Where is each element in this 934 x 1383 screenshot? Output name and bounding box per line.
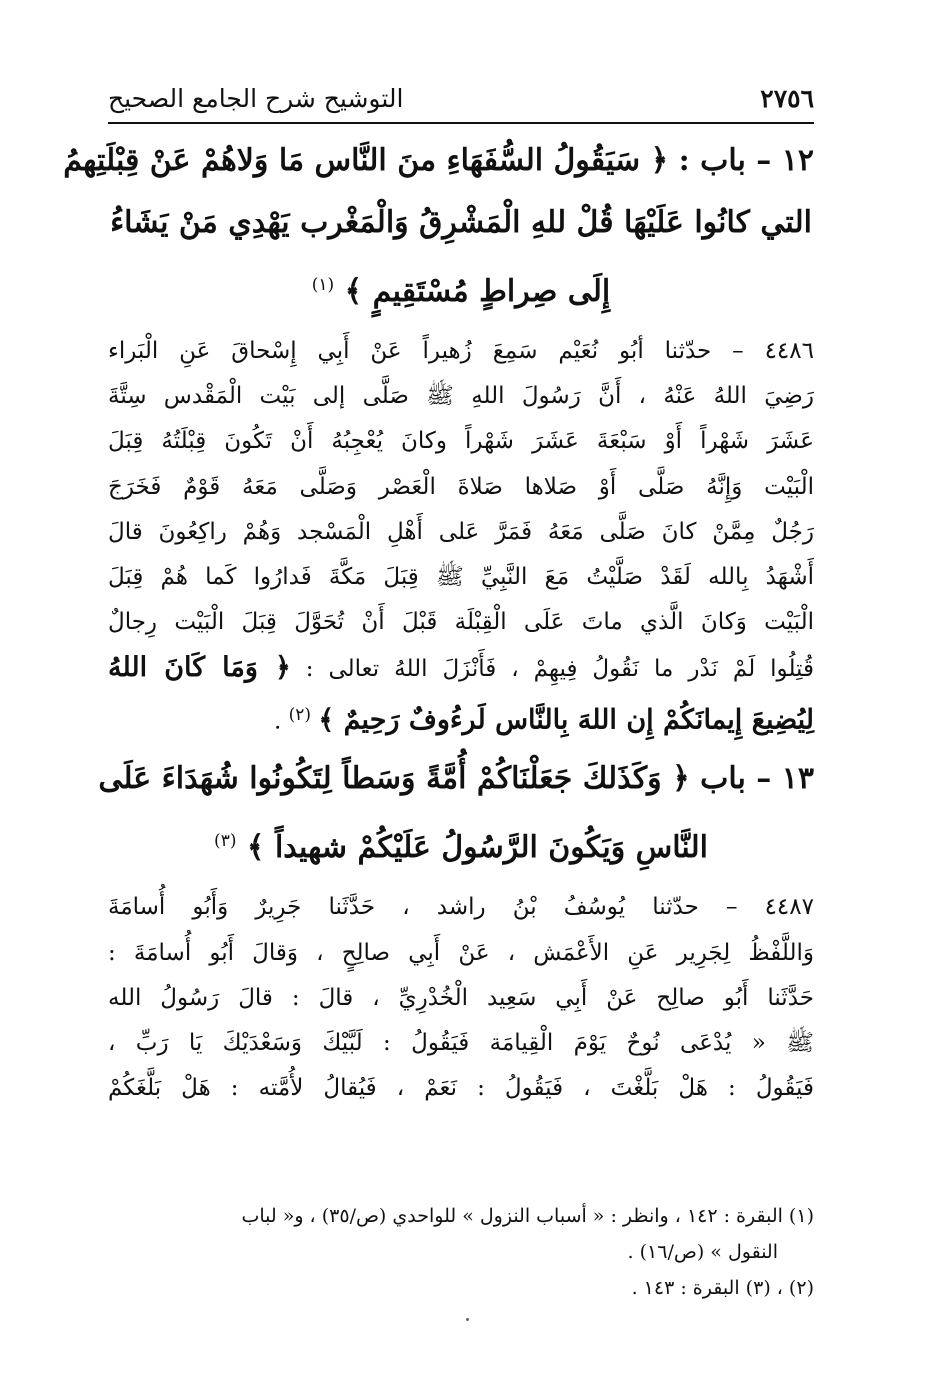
chapter-13-line-1: ١٣ – باب ﴿ وَكَذَلكَ جَعَلْنَاكُمْ أُمَّةً وَسَطاً لِتَكُونُوا شُهَدَاءَ عَلَى bbox=[98, 761, 814, 797]
chapter-12-heading bbox=[63, 130, 814, 323]
footnote-ref-3: (٣) bbox=[214, 831, 237, 852]
chapter-12-line-1: ١٢ – باب : ﴿ سَيَقُولُ السُّفَهَاءِ منَ النَّاس مَا وَلاهُمْ عَنْ قِبْلَتِهمُ bbox=[63, 143, 814, 178]
footnote-1-continued: النقول » (ص/١٦) . bbox=[627, 1241, 778, 1263]
hadith-4486-line-9 bbox=[108, 693, 814, 745]
quran-verse-end: لِيُضِيعَ إِيمانَكُمْ إِن اللهَ بِالنَّاس لَرءُوفٌ رَحِيمٌ ﴾ bbox=[318, 704, 814, 736]
hadith-4486-line-3: عَشَرَ شَهْراً أَوْ سَبْعَةَ عَشَرَ شَهْراً وكانَ يُعْجِبُهُ أَنْ تَكُونَ قِبْلَتُهُ قِبَلَ bbox=[108, 428, 814, 455]
hadith-4486-end: . bbox=[274, 708, 289, 735]
footnote-1: (١) البقرة : ١٤٢ ، وانظر : « أسباب النزول » للواحدي (ص/٣٥) ، و« لباب bbox=[241, 1205, 814, 1227]
scan-speck bbox=[466, 1318, 469, 1321]
hadith-4486-line-8-text: قُتِلُوا لَمْ نَدْر ما نَقُولُ فِيهِمْ ، فَأَنْزَلَ اللهُ تعالى : bbox=[305, 656, 814, 683]
footnote-2-3: (٢) ، (٣) البقرة : ١٤٣ . bbox=[631, 1277, 814, 1299]
hadith-4486-line-6: أَشْهَدُ بِالله لَقَدْ صَلَّيْتُ مَعَ النَّبِيِّ ﷺ قِبَلَ مَكَّةَ فَدارُوا كَما هُمْ قِبَلَ bbox=[108, 564, 814, 591]
hadith-4486-line-7: الْبَيْت وَكانَ الَّذي ماتَ عَلَى الْقِبْلَة قَبْلَ أَنْ تُحَوَّلَ قِبَلَ الْبَيْت رِجالٌ bbox=[108, 609, 814, 636]
hadith-4487-line-3: حَدَّثَنا أَبُو صالِح عَنْ أَبِي سَعِيد الْخُدْرِيِّ ، قالَ : قالَ رَسُولُ الله bbox=[108, 984, 814, 1011]
book-title: التوشيح شرح الجامع الصحيح bbox=[108, 84, 404, 113]
footnote-ref-2: (٢) bbox=[288, 704, 312, 725]
hadith-4486-line-8 bbox=[108, 645, 814, 692]
hadith-4486-line-5: رَجُلٌ مِمَّنْ كانَ صَلَّى مَعَهُ فَمَرَّ عَلى أَهْلِ الْمَسْجد وَهُمْ راكِعُونَ قالَ bbox=[108, 518, 814, 545]
hadith-4487-line-1: ٤٤٨٧ – حدّثنا يُوسُفُ بْنُ راشد ، حَدَّثَنا جَرِيرٌ وَأَبُو أُسامَةَ bbox=[108, 894, 814, 921]
hadith-4487-line-5: فَيَقُولُ : هَلْ بَلَّغْتَ ، فَيَقُولُ : نَعَمْ ، فَيُقالُ لأُمَّته : هَلْ بَلَّغَكُمْ bbox=[108, 1075, 814, 1102]
hadith-4487-line-2: وَاللَّفْظُ لِجَرِير عَنِ الأَعْمَش ، عَنْ أَبِي صالِحٍ ، وَقالَ أَبُو أُسامَةَ : bbox=[108, 939, 814, 966]
hadith-4487 bbox=[108, 885, 814, 1111]
chapter-13-line-2-text: النَّاسِ وَيَكُونَ الرَّسُولُ عَلَيْكُمْ شهيداً ﴾ bbox=[246, 830, 708, 866]
hadith-4486-line-2: رَضِيَ اللهُ عَنْهُ ، أَنَّ رَسُولَ اللهِ ﷺ صَلَّى إلى بَيْت الْمَقْدس سِتَّةَ bbox=[108, 383, 814, 410]
hadith-4487-line-4: ﷺ « يُدْعَى نُوحٌ يَوْمَ الْقِيامَة فَيَقُولُ : لَبَّيْكَ وَسَعْدَيْكَ يَا رَبِّ ، bbox=[108, 1030, 814, 1057]
book-page bbox=[63, 78, 814, 1318]
quran-verse-start: ﴿ وَمَا كَانَ اللهُ bbox=[108, 652, 291, 684]
chapter-12-line-3-text: إِلَى صِراطٍ مُسْتَقِيمٍ ﴾ bbox=[344, 274, 611, 309]
page-number: ٢٧٥٦ bbox=[760, 84, 814, 113]
header-rule bbox=[108, 122, 814, 124]
chapter-13-line-2 bbox=[108, 810, 814, 879]
chapter-12-line-3 bbox=[108, 254, 814, 323]
hadith-4486 bbox=[108, 329, 814, 744]
footnote-ref-1: (١) bbox=[311, 275, 335, 295]
hadith-4486-line-4: الْبَيْت وَإِنَّهُ صَلَّى أَوْ صَلاها صَلاةَ الْعَصْر وَصَلَّى مَعَهُ قَوْمٌ فَخَرَجَ bbox=[108, 473, 814, 500]
chapter-13-heading bbox=[98, 748, 814, 879]
chapter-12-line-2: التي كانُوا عَلَيْهَا قُلْ للهِ الْمَشْرِقُ وَالْمَغْرب يَهْدِي مَنْ يَشَاءُ bbox=[110, 205, 812, 240]
running-header bbox=[108, 78, 814, 120]
footnotes bbox=[108, 1198, 814, 1306]
hadith-4486-line-1: ٤٤٨٦ – حدّثنا أبُو نُعَيْم سَمِعَ زُهيراً عَنْ أَبِي إِسْحاقَ عَنِ الْبَراء bbox=[108, 338, 814, 364]
